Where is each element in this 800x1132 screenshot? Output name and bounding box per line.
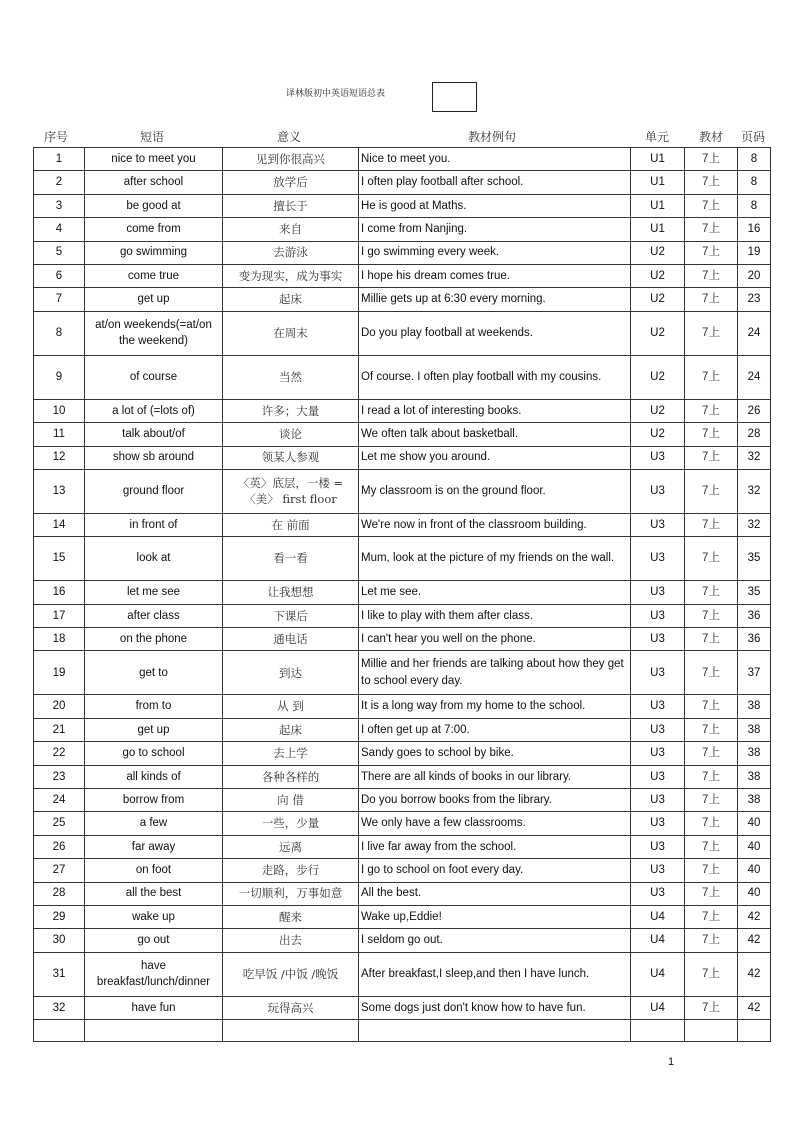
row-unit: U3 xyxy=(631,718,685,741)
row-example: Do you play football at weekends. xyxy=(359,311,631,355)
row-phrase: a lot of (=lots of) xyxy=(85,399,223,422)
row-textbook: 7上 xyxy=(685,446,738,469)
row-textbook: 7上 xyxy=(685,765,738,788)
row-phrase: nice to meet you xyxy=(85,148,223,171)
row-phrase: get up xyxy=(85,718,223,741)
row-example: After breakfast,I sleep,and then I have lunch. xyxy=(359,952,631,996)
table-row xyxy=(34,241,771,264)
row-unit: U3 xyxy=(631,581,685,604)
row-number: 24 xyxy=(34,789,85,812)
row-meaning: 向 借 xyxy=(223,789,359,812)
row-number: 1 xyxy=(34,148,85,171)
row-textbook: 7上 xyxy=(685,882,738,905)
row-textbook: 7上 xyxy=(685,929,738,952)
row-meaning: 当然 xyxy=(223,355,359,399)
row-number: 11 xyxy=(34,423,85,446)
row-textbook: 7上 xyxy=(685,581,738,604)
row-textbook: 7上 xyxy=(685,604,738,627)
row-page: 8 xyxy=(738,171,771,194)
table-row xyxy=(34,651,771,695)
row-meaning: 醒来 xyxy=(223,905,359,928)
page-number: 1 xyxy=(668,1056,675,1068)
row-number: 31 xyxy=(34,952,85,996)
table-row xyxy=(34,399,771,422)
row-page: 38 xyxy=(738,695,771,718)
row-unit: U3 xyxy=(631,604,685,627)
header-meaning: 意义 xyxy=(276,130,302,144)
table-row xyxy=(34,311,771,355)
row-textbook: 7上 xyxy=(685,789,738,812)
row-number: 15 xyxy=(34,537,85,581)
row-unit: U1 xyxy=(631,171,685,194)
row-number: 14 xyxy=(34,513,85,536)
row-meaning: 玩得高兴 xyxy=(223,996,359,1019)
row-unit: U2 xyxy=(631,288,685,311)
row-phrase: a few xyxy=(85,812,223,835)
row-unit: U3 xyxy=(631,859,685,882)
row-textbook: 7上 xyxy=(685,241,738,264)
row-unit: U3 xyxy=(631,789,685,812)
table-row xyxy=(34,859,771,882)
row-meaning: 远离 xyxy=(223,835,359,858)
row-example: Let me see. xyxy=(359,581,631,604)
row-meaning: 起床 xyxy=(223,718,359,741)
row-unit: U3 xyxy=(631,835,685,858)
row-page: 8 xyxy=(738,194,771,217)
row-example: Some dogs just don't know how to have fun. xyxy=(359,996,631,1019)
row-textbook: 7上 xyxy=(685,194,738,217)
row-example: I live far away from the school. xyxy=(359,835,631,858)
row-example: We only have a few classrooms. xyxy=(359,812,631,835)
table-row xyxy=(34,513,771,536)
row-textbook: 7上 xyxy=(685,311,738,355)
row-page: 24 xyxy=(738,355,771,399)
row-unit: U3 xyxy=(631,446,685,469)
row-unit: U2 xyxy=(631,264,685,287)
row-example: It is a long way from my home to the school. xyxy=(359,695,631,718)
row-example: Wake up,Eddie! xyxy=(359,905,631,928)
table-row xyxy=(34,469,771,513)
row-unit: U1 xyxy=(631,194,685,217)
row-example: Millie gets up at 6:30 every morning. xyxy=(359,288,631,311)
row-meaning: 在周末 xyxy=(223,311,359,355)
table-row xyxy=(34,905,771,928)
row-textbook: 7上 xyxy=(685,718,738,741)
title-box xyxy=(432,82,477,112)
row-phrase: show sb around xyxy=(85,446,223,469)
row-page: 36 xyxy=(738,604,771,627)
table-row xyxy=(34,423,771,446)
row-number: 4 xyxy=(34,218,85,241)
row-phrase: talk about/of xyxy=(85,423,223,446)
row-textbook: 7上 xyxy=(685,288,738,311)
row-number: 17 xyxy=(34,604,85,627)
row-unit: U3 xyxy=(631,628,685,651)
row-phrase: far away xyxy=(85,835,223,858)
row-example: We're now in front of the classroom building. xyxy=(359,513,631,536)
table-row xyxy=(34,765,771,788)
row-page: 35 xyxy=(738,537,771,581)
table-row xyxy=(34,288,771,311)
row-number: 10 xyxy=(34,399,85,422)
table-row xyxy=(34,604,771,627)
row-example: I can't hear you well on the phone. xyxy=(359,628,631,651)
header-example: 教材例句 xyxy=(467,130,517,144)
row-number: 22 xyxy=(34,742,85,765)
row-page: 40 xyxy=(738,882,771,905)
row-phrase: on the phone xyxy=(85,628,223,651)
row-phrase: look at xyxy=(85,537,223,581)
row-textbook: 7上 xyxy=(685,148,738,171)
row-textbook: 7上 xyxy=(685,651,738,695)
row-number: 19 xyxy=(34,651,85,695)
row-textbook: 7上 xyxy=(685,742,738,765)
row-page: 8 xyxy=(738,148,771,171)
row-page: 38 xyxy=(738,765,771,788)
table-row xyxy=(34,537,771,581)
row-unit: U1 xyxy=(631,218,685,241)
row-number: 5 xyxy=(34,241,85,264)
row-example: I go swimming every week. xyxy=(359,241,631,264)
row-meaning: 放学后 xyxy=(223,171,359,194)
row-example: My classroom is on the ground floor. xyxy=(359,469,631,513)
row-page: 35 xyxy=(738,581,771,604)
row-phrase: come from xyxy=(85,218,223,241)
row-unit: U2 xyxy=(631,241,685,264)
row-meaning: 各种各样的 xyxy=(223,765,359,788)
row-meaning: 让我想想 xyxy=(223,581,359,604)
table-row xyxy=(34,789,771,812)
row-page: 42 xyxy=(738,996,771,1019)
table-row-empty xyxy=(34,1020,771,1042)
table-row xyxy=(34,264,771,287)
row-textbook: 7上 xyxy=(685,355,738,399)
header-book: 教材 xyxy=(698,130,724,144)
row-page: 32 xyxy=(738,469,771,513)
row-meaning: 〈英〉底层，一楼 = 〈美〉 first floor xyxy=(223,469,359,513)
row-meaning: 变为现实，成为事实 xyxy=(223,264,359,287)
row-phrase: after school xyxy=(85,171,223,194)
row-meaning: 走路，步行 xyxy=(223,859,359,882)
row-page: 24 xyxy=(738,311,771,355)
row-number: 25 xyxy=(34,812,85,835)
row-example: I go to school on foot every day. xyxy=(359,859,631,882)
row-unit: U3 xyxy=(631,651,685,695)
row-page: 36 xyxy=(738,628,771,651)
row-meaning: 吃早饭 /中饭 /晚饭 xyxy=(223,952,359,996)
row-meaning: 一切顺利，万事如意 xyxy=(223,882,359,905)
row-unit: U1 xyxy=(631,148,685,171)
table-row xyxy=(34,835,771,858)
row-example: I come from Nanjing. xyxy=(359,218,631,241)
row-number: 29 xyxy=(34,905,85,928)
row-textbook: 7上 xyxy=(685,218,738,241)
row-meaning: 通电话 xyxy=(223,628,359,651)
row-textbook: 7上 xyxy=(685,264,738,287)
row-example: Sandy goes to school by bike. xyxy=(359,742,631,765)
row-example: Let me show you around. xyxy=(359,446,631,469)
row-phrase: go out xyxy=(85,929,223,952)
table-row xyxy=(34,446,771,469)
row-number: 3 xyxy=(34,194,85,217)
row-meaning: 看一看 xyxy=(223,537,359,581)
row-unit: U3 xyxy=(631,742,685,765)
table-row xyxy=(34,812,771,835)
row-number: 7 xyxy=(34,288,85,311)
row-number: 16 xyxy=(34,581,85,604)
table-row xyxy=(34,695,771,718)
row-number: 2 xyxy=(34,171,85,194)
row-number: 8 xyxy=(34,311,85,355)
row-example: Mum, look at the picture of my friends on the wall. xyxy=(359,537,631,581)
row-textbook: 7上 xyxy=(685,513,738,536)
row-example: I like to play with them after class. xyxy=(359,604,631,627)
row-page: 42 xyxy=(738,929,771,952)
row-meaning: 在 前面 xyxy=(223,513,359,536)
row-phrase: have fun xyxy=(85,996,223,1019)
row-phrase: from to xyxy=(85,695,223,718)
row-example: He is good at Maths. xyxy=(359,194,631,217)
row-phrase: go swimming xyxy=(85,241,223,264)
row-page: 23 xyxy=(738,288,771,311)
row-example: We often talk about basketball. xyxy=(359,423,631,446)
row-number: 12 xyxy=(34,446,85,469)
row-phrase: ground floor xyxy=(85,469,223,513)
header-phrase: 短语 xyxy=(139,130,165,144)
row-textbook: 7上 xyxy=(685,171,738,194)
row-unit: U4 xyxy=(631,929,685,952)
row-textbook: 7上 xyxy=(685,952,738,996)
row-textbook: 7上 xyxy=(685,905,738,928)
header-page: 页码 xyxy=(740,130,766,144)
row-meaning: 去游泳 xyxy=(223,241,359,264)
row-page: 38 xyxy=(738,718,771,741)
row-unit: U4 xyxy=(631,905,685,928)
row-number: 21 xyxy=(34,718,85,741)
table-row xyxy=(34,882,771,905)
row-textbook: 7上 xyxy=(685,695,738,718)
table-row xyxy=(34,171,771,194)
table-row xyxy=(34,952,771,996)
row-unit: U4 xyxy=(631,952,685,996)
row-unit: U3 xyxy=(631,882,685,905)
row-example: Nice to meet you. xyxy=(359,148,631,171)
row-page: 16 xyxy=(738,218,771,241)
table-row xyxy=(34,996,771,1019)
row-phrase: go to school xyxy=(85,742,223,765)
row-meaning: 到达 xyxy=(223,651,359,695)
row-page: 40 xyxy=(738,835,771,858)
row-phrase: all kinds of xyxy=(85,765,223,788)
table-row xyxy=(34,628,771,651)
row-phrase: get to xyxy=(85,651,223,695)
row-unit: U3 xyxy=(631,537,685,581)
header-num: 序号 xyxy=(43,130,69,144)
row-number: 13 xyxy=(34,469,85,513)
table-row xyxy=(34,929,771,952)
row-number: 27 xyxy=(34,859,85,882)
row-page: 40 xyxy=(738,812,771,835)
row-page: 28 xyxy=(738,423,771,446)
row-example: Millie and her friends are talking about how they get to school every day. xyxy=(359,651,631,695)
row-meaning: 见到你很高兴 xyxy=(223,148,359,171)
row-example: I read a lot of interesting books. xyxy=(359,399,631,422)
row-textbook: 7上 xyxy=(685,399,738,422)
row-page: 38 xyxy=(738,742,771,765)
row-textbook: 7上 xyxy=(685,628,738,651)
row-number: 9 xyxy=(34,355,85,399)
row-example: Do you borrow books from the library. xyxy=(359,789,631,812)
row-page: 26 xyxy=(738,399,771,422)
row-meaning: 一些，少量 xyxy=(223,812,359,835)
table-row xyxy=(34,218,771,241)
row-number: 26 xyxy=(34,835,85,858)
row-phrase: after class xyxy=(85,604,223,627)
row-textbook: 7上 xyxy=(685,812,738,835)
row-example: I hope his dream comes true. xyxy=(359,264,631,287)
row-example: All the best. xyxy=(359,882,631,905)
document-title: 译林版初中英语短语总表 xyxy=(286,89,386,99)
row-unit: U2 xyxy=(631,399,685,422)
row-meaning: 来自 xyxy=(223,218,359,241)
phrase-table xyxy=(33,147,771,1042)
row-phrase: be good at xyxy=(85,194,223,217)
row-example: I often play football after school. xyxy=(359,171,631,194)
row-unit: U4 xyxy=(631,996,685,1019)
row-textbook: 7上 xyxy=(685,469,738,513)
row-page: 19 xyxy=(738,241,771,264)
row-textbook: 7上 xyxy=(685,537,738,581)
row-phrase: wake up xyxy=(85,905,223,928)
row-textbook: 7上 xyxy=(685,859,738,882)
row-number: 30 xyxy=(34,929,85,952)
row-textbook: 7上 xyxy=(685,835,738,858)
row-meaning: 起床 xyxy=(223,288,359,311)
table-row xyxy=(34,742,771,765)
table-row xyxy=(34,718,771,741)
row-meaning: 领某人参观 xyxy=(223,446,359,469)
row-textbook: 7上 xyxy=(685,996,738,1019)
row-page: 32 xyxy=(738,446,771,469)
row-page: 38 xyxy=(738,789,771,812)
row-number: 23 xyxy=(34,765,85,788)
row-page: 42 xyxy=(738,952,771,996)
row-meaning: 擅长于 xyxy=(223,194,359,217)
row-textbook: 7上 xyxy=(685,423,738,446)
table-row xyxy=(34,194,771,217)
row-unit: U3 xyxy=(631,469,685,513)
row-unit: U3 xyxy=(631,765,685,788)
row-meaning: 许多；大量 xyxy=(223,399,359,422)
row-unit: U2 xyxy=(631,355,685,399)
row-unit: U3 xyxy=(631,695,685,718)
row-example: There are all kinds of books in our library. xyxy=(359,765,631,788)
row-meaning: 下课后 xyxy=(223,604,359,627)
row-number: 32 xyxy=(34,996,85,1019)
row-page: 37 xyxy=(738,651,771,695)
row-phrase: let me see xyxy=(85,581,223,604)
row-example: I seldom go out. xyxy=(359,929,631,952)
row-unit: U3 xyxy=(631,812,685,835)
row-example: Of course. I often play football with my cousins. xyxy=(359,355,631,399)
row-phrase: of course xyxy=(85,355,223,399)
row-phrase: have breakfast/lunch/dinner xyxy=(85,952,223,996)
row-unit: U2 xyxy=(631,311,685,355)
row-phrase: at/on weekends(=at/on the weekend) xyxy=(85,311,223,355)
table-row xyxy=(34,355,771,399)
row-phrase: borrow from xyxy=(85,789,223,812)
row-unit: U3 xyxy=(631,513,685,536)
table-row xyxy=(34,148,771,171)
row-example: I often get up at 7:00. xyxy=(359,718,631,741)
row-page: 32 xyxy=(738,513,771,536)
row-meaning: 出去 xyxy=(223,929,359,952)
row-phrase: on foot xyxy=(85,859,223,882)
row-phrase: in front of xyxy=(85,513,223,536)
row-page: 40 xyxy=(738,859,771,882)
row-phrase: get up xyxy=(85,288,223,311)
row-unit: U2 xyxy=(631,423,685,446)
row-number: 28 xyxy=(34,882,85,905)
table-row xyxy=(34,581,771,604)
row-phrase: come true xyxy=(85,264,223,287)
row-meaning: 谈论 xyxy=(223,423,359,446)
row-page: 20 xyxy=(738,264,771,287)
row-number: 6 xyxy=(34,264,85,287)
row-meaning: 从 到 xyxy=(223,695,359,718)
row-number: 20 xyxy=(34,695,85,718)
row-number: 18 xyxy=(34,628,85,651)
row-phrase: all the best xyxy=(85,882,223,905)
header-unit: 单元 xyxy=(644,130,670,144)
row-meaning: 去上学 xyxy=(223,742,359,765)
row-page: 42 xyxy=(738,905,771,928)
